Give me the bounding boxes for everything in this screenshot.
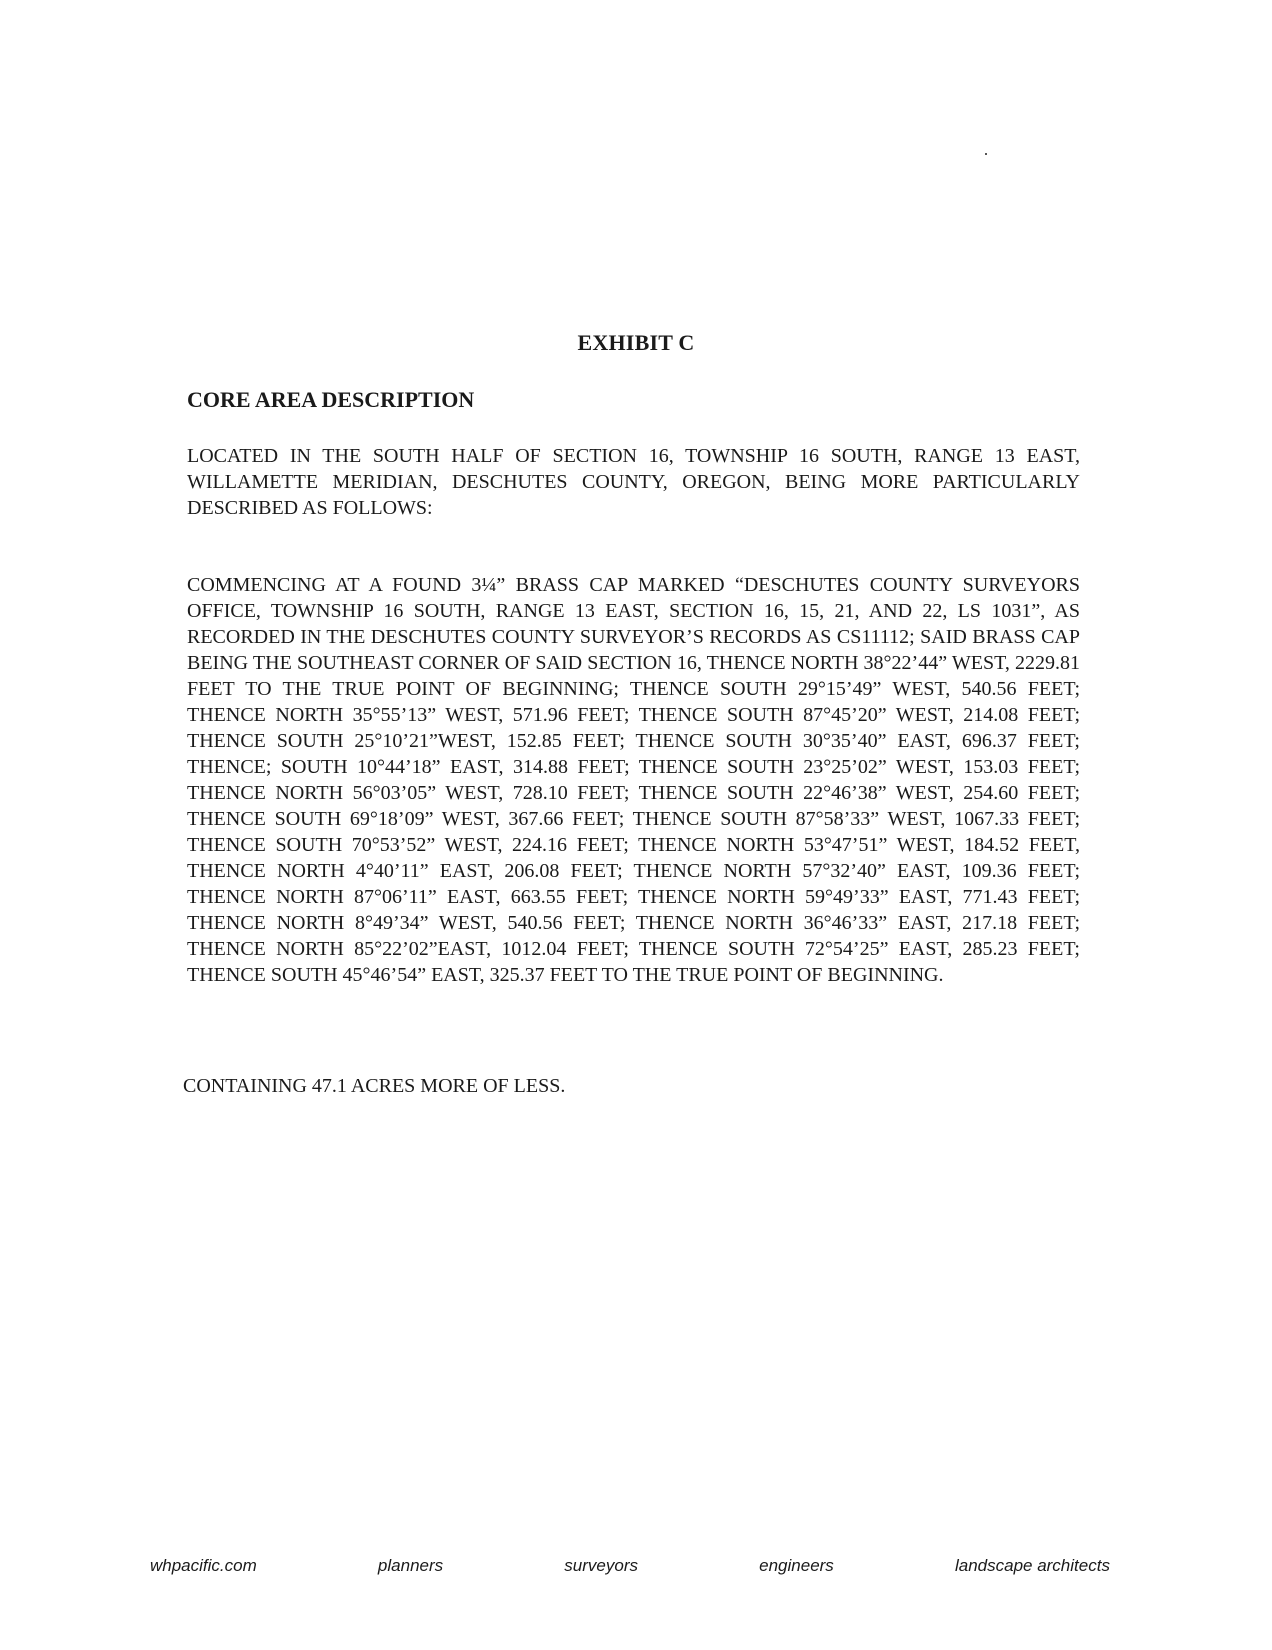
exhibit-title: EXHIBIT C	[577, 330, 695, 355]
footer-surveyors: surveyors	[564, 1556, 638, 1575]
footer-engineers: engineers	[759, 1556, 834, 1575]
footer	[150, 1556, 1110, 1576]
footer-planners: planners	[377, 1556, 444, 1575]
footer-landscape-architects: landscape architects	[954, 1556, 1110, 1575]
location-paragraph: LOCATED IN THE SOUTH HALF OF SECTION 16, TOWNSHIP 16 SOUTH, RANGE 13 EAST, WILLAMETTE MERIDIAN, DESCHUTES COUNTY, OREGON, BEING MORE PARTICULARLY DESCRIBED AS FOLLOWS:	[187, 445, 1080, 519]
scan-speck	[985, 153, 987, 155]
footer-website: whpacific.com	[150, 1556, 257, 1575]
section-heading: CORE AREA DESCRIPTION	[187, 387, 475, 412]
acreage-statement: CONTAINING 47.1 ACRES MORE OF LESS.	[183, 1075, 566, 1097]
metes-and-bounds-paragraph: COMMENCING AT A FOUND 3¼” BRASS CAP MARKED “DESCHUTES COUNTY SURVEYORS OFFICE, TOWNSHIP 16 SOUTH, RANGE 13 EAST, SECTION 16, 15, 21, AND 22, LS 1031”, AS RECORDED IN THE DESCHUTES COUNTY SURVEYOR’S RECORDS AS CS11112; SAID BRASS CAP BEING THE SOUTHEAST CORNER OF SAID SECTION 16, THENCE NORTH 38°22’44” WEST, 2229.81 FEET TO THE TRUE POINT OF BEGINNING; THENCE SOUTH 29°15’49” WEST, 540.56 FEET; THENCE NORTH 35°55’13” WEST, 571.96 FEET; THENCE SOUTH 87°45’20” WEST, 214.08 FEET; THENCE SOUTH 25°10’21”WEST, 152.85 FEET; THENCE SOUTH 30°35’40” EAST, 696.37 FEET; THENCE; SOUTH 10°44’18” EAST, 314.88 FEET; THENCE SOUTH 23°25’02” WEST, 153.03 FEET; THENCE NORTH 56°03’05” WEST, 728.10 FEET; THENCE SOUTH 22°46’38” WEST, 254.60 FEET; THENCE SOUTH 69°18’09” WEST, 367.66 FEET; THENCE SOUTH 87°58’33” WEST, 1067.33 FEET; THENCE SOUTH 70°53’52” WEST, 224.16 FEET; THENCE NORTH 53°47’51” WEST, 184.52 FEET, THENCE NORTH 4°40’11” EAST, 206.08 FEET; THENCE NORTH 57°32’40” EAST, 109.36 FEET; THENCE NORTH 87°06’11” EAST, 663.55 FEET; THENCE NORTH 59°49’33” EAST, 771.43 FEET; THENCE NORTH 8°49’34” WEST, 540.56 FEET; THENCE NORTH 36°46’33” EAST, 217.18 FEET; THENCE NORTH 85°22’02”EAST, 1012.04 FEET; THENCE SOUTH 72°54’25” EAST, 285.23 FEET; THENCE SOUTH 45°46’54” EAST, 325.37 FEET TO THE TRUE POINT OF BEGINNING.	[187, 574, 1080, 986]
